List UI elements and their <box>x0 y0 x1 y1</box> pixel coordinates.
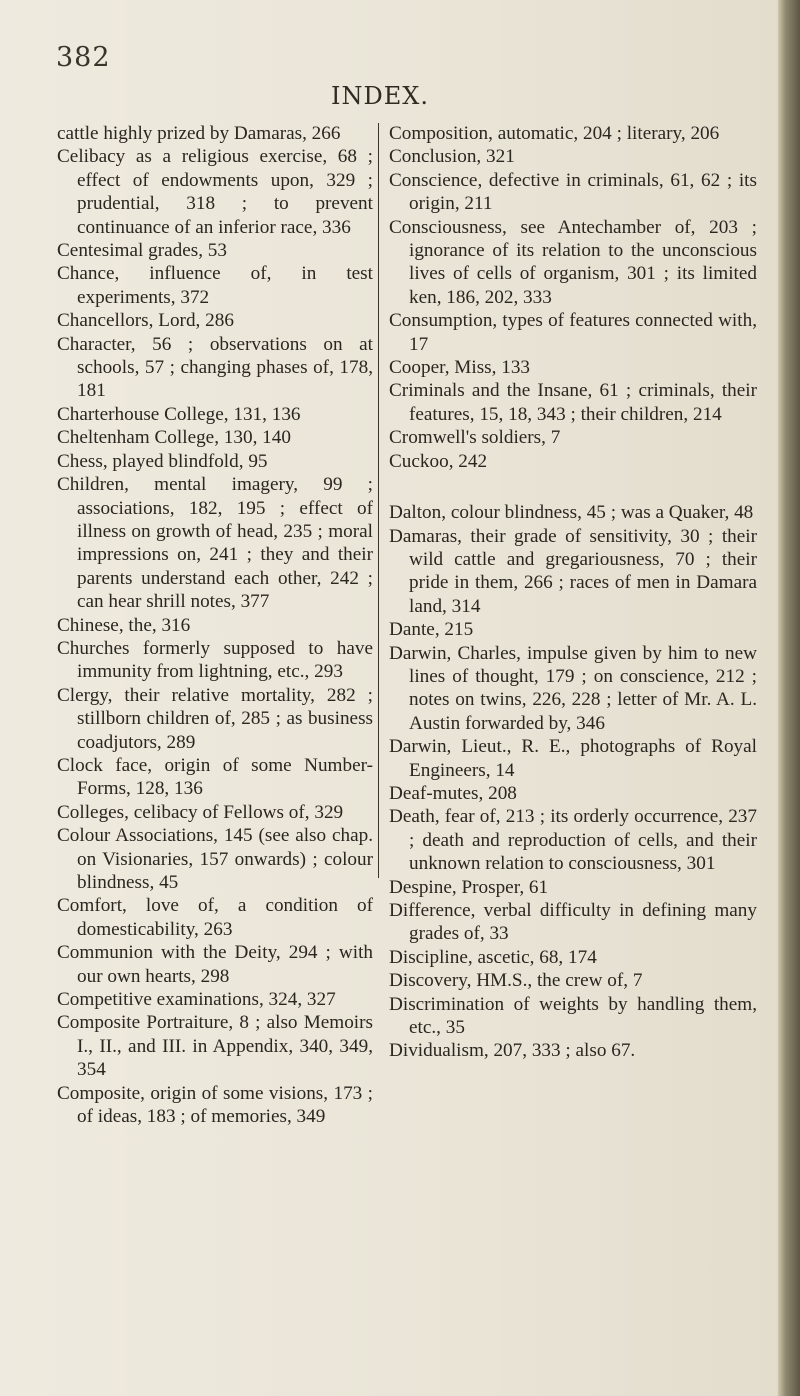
index-entry: Discipline, ascetic, 68, 174 <box>389 946 597 968</box>
page-edge <box>778 0 800 1396</box>
index-entry: Composite, origin of some visions, 173 ; of ideas, 183 ; of memories, 349 <box>57 1082 373 1128</box>
index-entry: Composite Portraiture, 8 ; also Memoirs I., II., and III. in Appendix, 340, 349, 354 <box>57 1012 373 1081</box>
index-entry: Criminals and the Insane, 61 ; criminals, their features, 15, 18, 343 ; their children, 214 <box>389 380 757 425</box>
index-entry: Darwin, Charles, impulse given by him to new lines of thought, 179 ; on conscience, 212 ; notes on twins, 226, 228 ; letter of Mr. A. L. Austin forwarded by, 346 <box>389 642 757 734</box>
page-number: 382 <box>56 42 111 73</box>
index-entry: Chancellors, Lord, 286 <box>57 310 234 332</box>
index-entry: Composition, automatic, 204 ; literary, 206 <box>389 123 720 144</box>
index-entry: Consciousness, see Antechamber of, 203 ; ignorance of its relation to the unconscious lives of cells of organism, 301 ; its limited ken, 186, 202, 333 <box>389 216 757 308</box>
index-column-right <box>389 122 757 1063</box>
running-head: INDEX. <box>331 82 429 110</box>
index-entry: Conscience, defective in criminals, 61, 62 ; its origin, 211 <box>389 169 757 215</box>
index-entry: Discovery, HM.S., the crew of, 7 <box>389 970 643 992</box>
index-entry: Cheltenham College, 130, 140 <box>57 427 291 449</box>
index-entry: Dante, 215 <box>389 619 474 641</box>
index-entry: Colleges, celibacy of Fellows of, 329 <box>57 801 344 823</box>
index-column-left <box>57 122 373 1128</box>
index-entry: Dalton, colour blindness, 45 ; was a Quaker, 48 <box>389 502 754 524</box>
index-entry: Clergy, their relative mortality, 282 ; stillborn children of, 285 ; as business coadjutors, 289 <box>57 684 373 753</box>
index-entry: Death, fear of, 213 ; its orderly occurrence, 237 ; death and reproduction of cells, and their unknown relation to consciousness, 301 <box>389 806 757 875</box>
index-entry: Chess, played blindfold, 95 <box>57 450 268 472</box>
index-entry: Consumption, types of features connected with, 17 <box>389 310 757 355</box>
index-entry: Cuckoo, 242 <box>389 450 488 472</box>
section-gap <box>389 473 757 501</box>
index-entry: Comfort, love of, a condition of domesticability, 263 <box>57 895 373 940</box>
index-entry: Difference, verbal difficulty in defining many grades of, 33 <box>389 900 757 945</box>
index-entry: Charterhouse College, 131, 136 <box>57 403 301 425</box>
index-entry: Cooper, Miss, 133 <box>389 357 531 379</box>
index-entry: Damaras, their grade of sensitivity, 30 ; their wild cattle and gregariousness, 70 ; their pride in them, 266 ; races of men in Damara land, 314 <box>389 525 757 617</box>
index-entry: Communion with the Deity, 294 ; with our own hearts, 298 <box>57 942 373 987</box>
index-entry: Discrimination of weights by handling them, etc., 35 <box>389 993 757 1039</box>
index-entry: Conclusion, 321 <box>389 146 515 168</box>
column-divider <box>378 123 379 878</box>
index-entry: Celibacy as a religious exercise, 68 ; effect of endowments upon, 329 ; prudential, 318 ; to prevent continuance of an inferior race, 336 <box>57 146 373 238</box>
index-entry: Colour Associations, 145 (see also chap. on Visionaries, 157 onwards) ; colour blindness, 45 <box>57 825 373 893</box>
index-entry: cattle highly prized by Damaras, 266 <box>57 123 341 144</box>
index-entry: Chinese, the, 316 <box>57 614 191 636</box>
index-entry: Chance, influence of, in test experiments, 372 <box>57 263 373 308</box>
index-entry: Darwin, Lieut., R. E., photographs of Royal Engineers, 14 <box>389 736 757 781</box>
index-entry: Children, mental imagery, 99 ; associations, 182, 195 ; effect of illness on growth of head, 235 ; moral impressions on, 241 ; they and their parents understand each other, 242 ; can hear shrill notes, 377 <box>57 474 373 613</box>
index-entry: Character, 56 ; observations on at schools, 57 ; changing phases of, 178, 181 <box>57 333 373 402</box>
index-entry: Cromwell's soldiers, 7 <box>389 427 561 449</box>
index-entry: Clock face, origin of some Number-Forms, 128, 136 <box>57 754 373 800</box>
index-entry: Dividualism, 207, 333 ; also 67. <box>389 1040 636 1062</box>
index-entry: Competitive examinations, 324, 327 <box>57 989 336 1011</box>
index-entry: Centesimal grades, 53 <box>57 240 227 262</box>
index-entry: Deaf-mutes, 208 <box>389 782 517 804</box>
index-entry: Churches formerly supposed to have immunity from lightning, etc., 293 <box>57 637 373 683</box>
index-entry: Despine, Prosper, 61 <box>389 876 549 898</box>
